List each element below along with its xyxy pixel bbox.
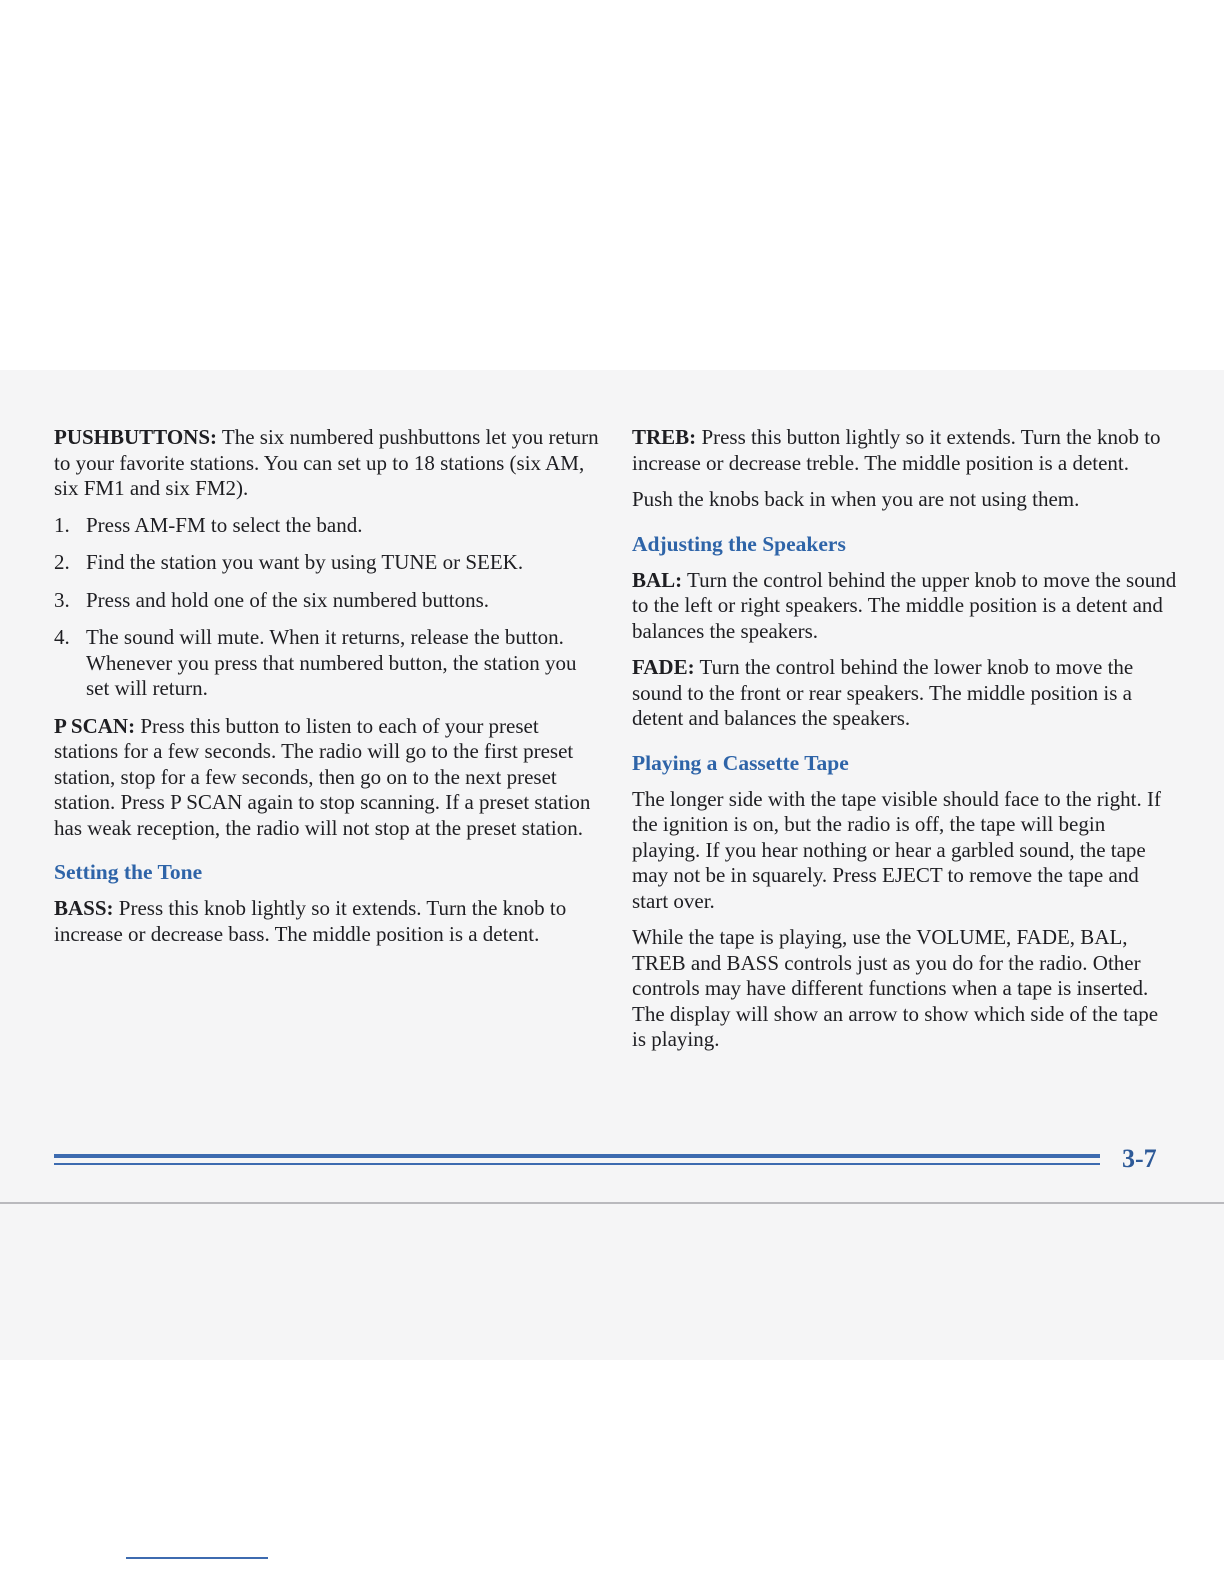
step-text: Press and hold one of the six numbered buttons. [86, 587, 490, 612]
step-number: 4. [54, 625, 70, 649]
treb-paragraph [632, 425, 1177, 476]
bal-text: Turn the control behind the upper knob to move the sound to the left or right speakers. The middle position is a detent and balances the speakers. [632, 567, 1177, 643]
step-text: The sound will mute. When it returns, release the button. Whenever you press that numbered button, the station you set will return. [86, 625, 577, 700]
left-column [54, 425, 599, 958]
step-text: Find the station you want by using TUNE or SEEK. [86, 550, 524, 574]
preset-steps-list [54, 513, 599, 702]
pushbuttons-text: The six numbered pushbuttons let you return to your favorite stations. You can set up to 18 stations (six AM, six FM1 and six FM2). [54, 425, 599, 500]
bass-lead: BASS: [54, 896, 114, 920]
page-number: 3-7 [1122, 1144, 1157, 1173]
bal-lead: BAL: [632, 567, 683, 592]
pscan-lead: P SCAN: [54, 713, 136, 738]
step-number: 2. [54, 550, 70, 574]
right-column [632, 425, 1177, 1064]
list-item [54, 550, 599, 576]
setting-tone-heading: Setting the Tone [54, 860, 203, 884]
pushbuttons-lead: PUSHBUTTONS: [54, 425, 217, 449]
step-number: 1. [54, 512, 70, 537]
step-number: 3. [54, 587, 70, 612]
list-item [54, 513, 599, 539]
pushbuttons-paragraph [54, 425, 599, 502]
footer-rule-thin [54, 1163, 1100, 1165]
fade-lead: FADE: [632, 655, 695, 679]
cassette-heading: Playing a Cassette Tape [632, 750, 849, 775]
fade-paragraph [632, 655, 1177, 732]
adjusting-speakers-heading: Adjusting the Speakers [632, 531, 846, 556]
step-text: Press AM-FM to select the band. [86, 512, 363, 537]
push-knobs-paragraph: Push the knobs back in when you are not using them. [632, 487, 1080, 511]
bal-paragraph [632, 568, 1177, 645]
bass-paragraph [54, 896, 599, 947]
footer-rule-thick [54, 1154, 1100, 1158]
list-item [54, 625, 599, 702]
treb-text: Press this button lightly so it extends. Turn the knob to increase or decrease treble. The middle position is a detent. [632, 425, 1161, 475]
list-item [54, 588, 599, 614]
treb-lead: TREB: [632, 425, 697, 449]
page-bottom-divider [0, 1202, 1224, 1204]
cassette-paragraph-1: The longer side with the tape visible should face to the right. If the ignition is on, but the radio is off, the tape will begin playing. If you hear nothing or hear a garbled sound, the tape may not be in squarely. Press EJECT to remove the tape and start over. [632, 786, 1161, 913]
pscan-paragraph [54, 714, 599, 842]
link-underline [126, 1557, 268, 1559]
cassette-paragraph-2: While the tape is playing, use the VOLUME, FADE, BAL, TREB and BASS controls just as you do for the radio. Other controls may have different functions when a tape is inserted. The display will show an arrow to show which side of the tape is playing. [632, 925, 1159, 1051]
bass-text: Press this knob lightly so it extends. Turn the knob to increase or decrease bass. The middle position is a detent. [54, 896, 567, 946]
pscan-text: Press this button to listen to each of your preset stations for a few seconds. The radio will go to the first preset station, stop for a few seconds, then go on to the next preset station. Press P SCAN again to stop scanning. If a preset station has weak reception, the radio will not stop at the preset station. [54, 713, 591, 840]
fade-text: Turn the control behind the lower knob to move the sound to the front or rear speakers. The middle position is a detent and balances the speakers. [632, 655, 1134, 730]
